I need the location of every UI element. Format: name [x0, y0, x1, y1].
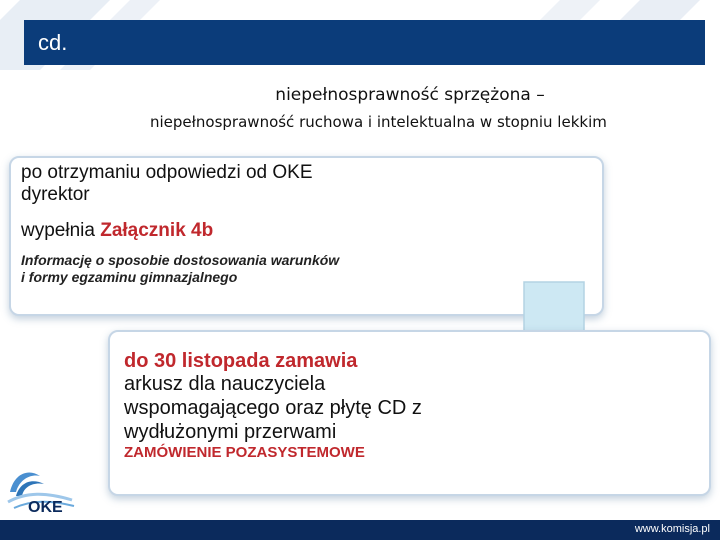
box1-note-line-1: Informację o sposobie dostosowania warunków [21, 252, 340, 268]
box1-line-1: po otrzymaniu odpowiedzi od OKE [21, 162, 313, 183]
step-box-2 [108, 330, 711, 496]
box1-note-line-2: i formy egzaminu gimnazjalnego [21, 269, 238, 285]
box1-line-3 [21, 220, 592, 242]
slide-title: cd. [38, 30, 68, 55]
oke-logo-text: OKE [28, 499, 63, 516]
slide-subtitle-1: niepełnosprawność sprzężona – [275, 85, 545, 105]
box2-order-type: ZAMÓWIENIE POZASYSTEMOWE [124, 444, 365, 461]
oke-logo-icon [6, 462, 78, 518]
slide-title-bar [24, 20, 705, 65]
box2-deadline: do 30 listopada zamawia [124, 350, 358, 372]
footer-url-link[interactable]: www.komisja.pl [634, 523, 710, 535]
slide-subtitle-2: niepełnosprawność ruchowa i intelektualna w stopniu lekkim [150, 113, 607, 131]
box1-attachment-name: Załącznik 4b [100, 220, 214, 241]
box2-line-3: wydłużonymi przerwami [124, 421, 337, 443]
box1-line-3-prefix: wypełnia [21, 220, 101, 241]
box1-line-2: dyrektor [21, 184, 90, 205]
footer-bar [0, 520, 720, 540]
box2-line-1: arkusz dla nauczyciela [124, 373, 326, 395]
box2-line-2: wspomagającego oraz płytę CD z [124, 397, 422, 419]
